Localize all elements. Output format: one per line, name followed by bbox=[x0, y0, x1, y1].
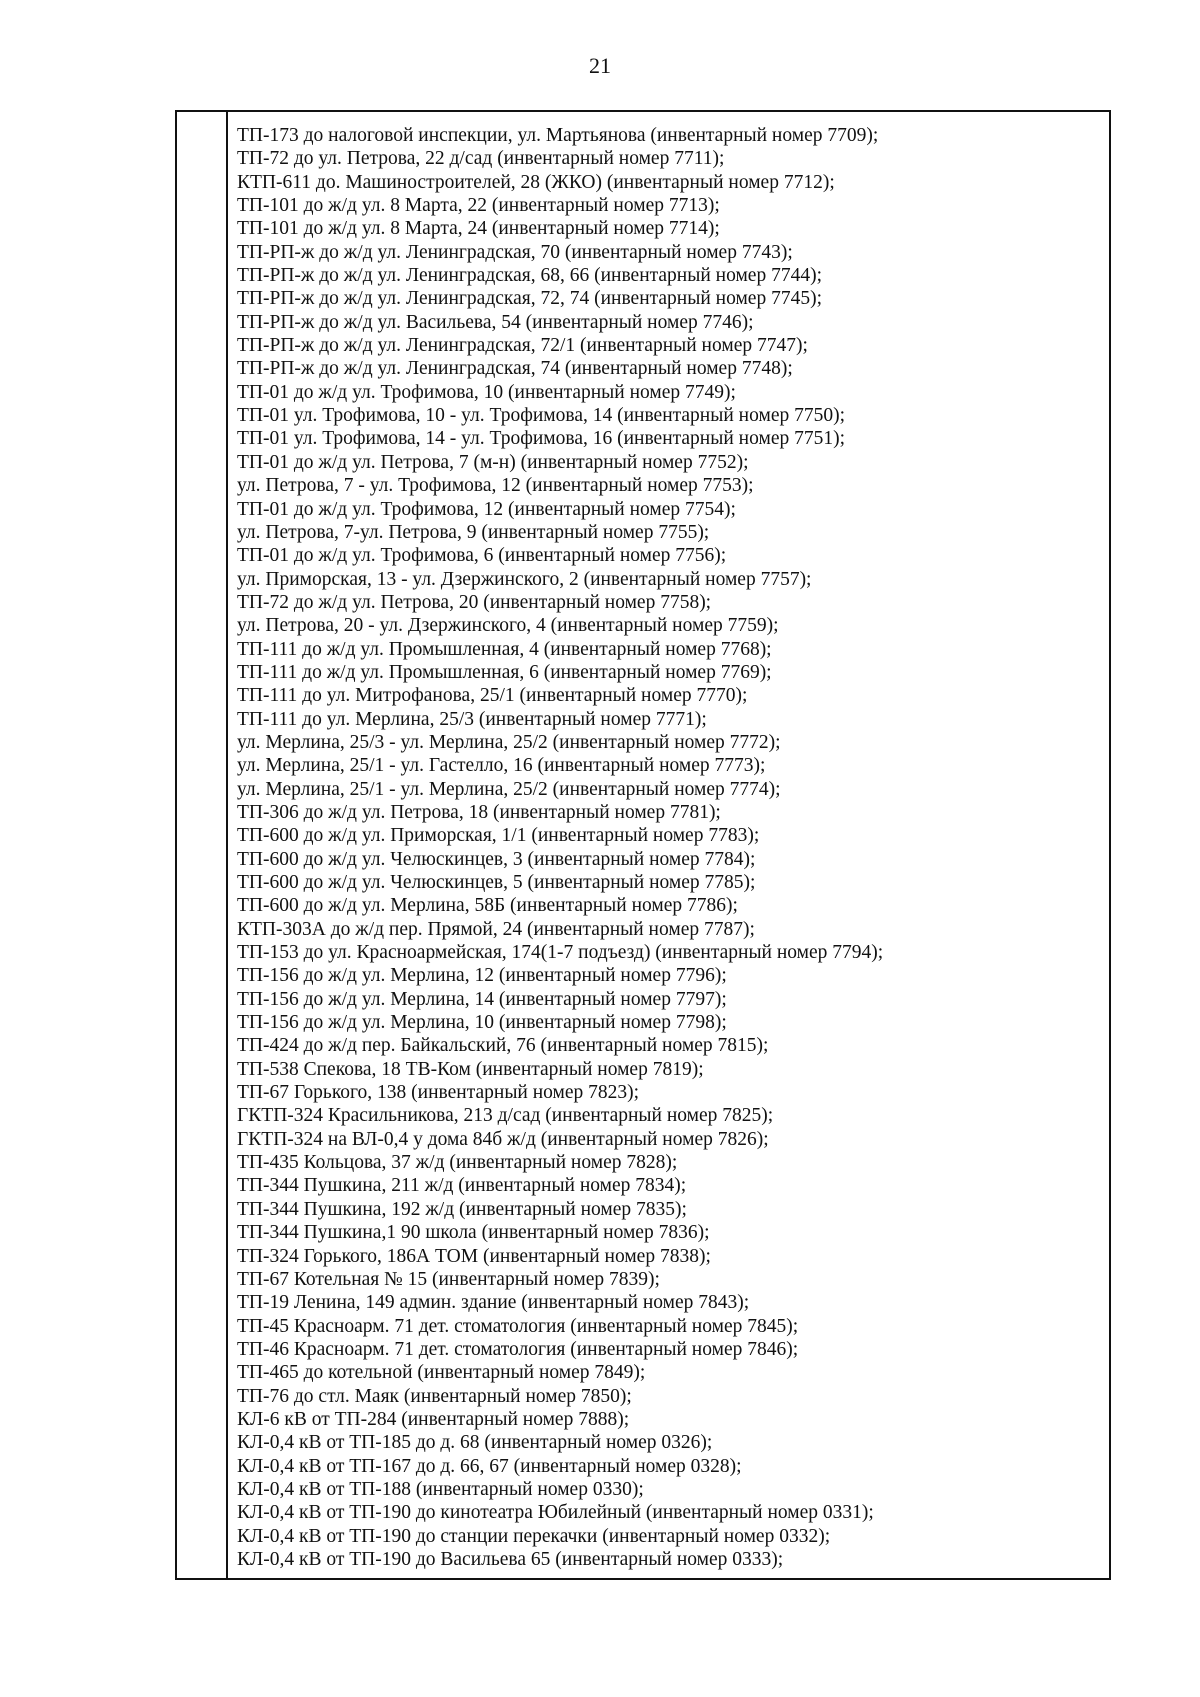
text-line: ТП-111 до ул. Мерлина, 25/3 (инвентарный номер 7771); bbox=[237, 708, 707, 730]
text-line: ТП-РП-ж до ж/д ул. Ленинградская, 70 (инвентарный номер 7743); bbox=[237, 241, 793, 263]
text-line: КЛ-0,4 кВ от ТП-188 (инвентарный номер 0330); bbox=[237, 1478, 644, 1500]
text-line: ТП-153 до ул. Красноармейская, 174(1-7 подъезд) (инвентарный номер 7794); bbox=[237, 942, 884, 964]
text-line: КЛ-0,4 кВ от ТП-190 до Васильева 65 (инвентарный номер 0333); bbox=[237, 1548, 784, 1570]
text-line: ул. Приморская, 13 - ул. Дзержинского, 2 (инвентарный номер 7757); bbox=[237, 568, 812, 590]
text-line: ГКТП-324 Красильникова, 213 д/сад (инвентарный номер 7825); bbox=[237, 1105, 774, 1127]
text-line: ТП-67 Горького, 138 (инвентарный номер 7823); bbox=[237, 1082, 640, 1104]
text-line: ТП-600 до ж/д ул. Челюскинцев, 5 (инвентарный номер 7785); bbox=[237, 872, 756, 893]
text-line: ТП-156 до ж/д ул. Мерлина, 12 (инвентарный номер 7796); bbox=[237, 965, 727, 987]
text-line: ТП-01 ул. Трофимова, 10 - ул. Трофимова, 14 (инвентарный номер 7750); bbox=[237, 405, 846, 427]
text-line: ТП-538 Спекова, 18 ТВ-Ком (инвентарный номер 7819); bbox=[237, 1058, 704, 1080]
text-line: ТП-76 до стл. Маяк (инвентарный номер 7850); bbox=[237, 1385, 632, 1407]
text-line: КЛ-0,4 кВ от ТП-190 до станции перекачки (инвентарный номер 0332); bbox=[237, 1525, 831, 1547]
text-line: ТП-01 до ж/д ул. Трофимова, 10 (инвентарный номер 7749); bbox=[237, 381, 736, 403]
text-line: ул. Мерлина, 25/1 - ул. Гастелло, 16 (инвентарный номер 7773); bbox=[237, 755, 766, 777]
text-line: ТП-45 Красноарм. 71 дет. стоматология (инвентарный номер 7845); bbox=[237, 1315, 799, 1337]
text-line: ТП-72 до ул. Петрова, 22 д/сад (инвентарный номер 7711); bbox=[237, 148, 725, 170]
text-line: ТП-156 до ж/д ул. Мерлина, 14 (инвентарный номер 7797); bbox=[237, 988, 727, 1010]
text-line: ТП-РП-ж до ж/д ул. Ленинградская, 72/1 (инвентарный номер 7747); bbox=[237, 335, 808, 357]
text-line: ТП-600 до ж/д ул. Мерлина, 58Б (инвентарный номер 7786); bbox=[237, 895, 738, 917]
text-line: ул. Петрова, 20 - ул. Дзержинского, 4 (инвентарный номер 7759); bbox=[237, 615, 779, 637]
text-line: ТП-67 Котельная № 15 (инвентарный номер 7839); bbox=[237, 1268, 660, 1290]
text-line: ТП-РП-ж до ж/д ул. Васильева, 54 (инвентарный номер 7746); bbox=[237, 311, 754, 333]
text-line: ТП-01 до ж/д ул. Трофимова, 6 (инвентарный номер 7756); bbox=[237, 545, 727, 567]
text-line: ТП-РП-ж до ж/д ул. Ленинградская, 72, 74 (инвентарный номер 7745); bbox=[237, 288, 822, 310]
text-line: ТП-72 до ж/д ул. Петрова, 20 (инвентарный номер 7758); bbox=[237, 591, 712, 613]
text-line: ул. Мерлина, 25/1 - ул. Мерлина, 25/2 (инвентарный номер 7774); bbox=[237, 778, 781, 800]
text-line: ул. Петрова, 7-ул. Петрова, 9 (инвентарный номер 7755); bbox=[237, 521, 710, 543]
column-divider bbox=[226, 112, 228, 1578]
text-line: ТП-435 Кольцова, 37 ж/д (инвентарный номер 7828); bbox=[237, 1152, 678, 1174]
text-line: КЛ-6 кВ от ТП-284 (инвентарный номер 7888); bbox=[237, 1408, 630, 1430]
text-line: ТП-46 Красноарм. 71 дет. стоматология (инвентарный номер 7846); bbox=[237, 1338, 799, 1360]
table-cell-text bbox=[237, 124, 1097, 1571]
text-line: КЛ-0,4 кВ от ТП-185 до д. 68 (инвентарный номер 0326); bbox=[237, 1432, 713, 1454]
text-line: ТП-424 до ж/д пер. Байкальский, 76 (инвентарный номер 7815); bbox=[237, 1035, 769, 1057]
text-line: КТП-611 до. Машиностроителей, 28 (ЖКО) (инвентарный номер 7712); bbox=[237, 171, 835, 193]
text-line: ТП-01 до ж/д ул. Трофимова, 12 (инвентарный номер 7754); bbox=[237, 498, 736, 520]
text-line: ТП-344 Пушкина, 192 ж/д (инвентарный номер 7835); bbox=[237, 1198, 687, 1220]
text-line: ТП-306 до ж/д ул. Петрова, 18 (инвентарный номер 7781); bbox=[237, 801, 721, 823]
text-line: ТП-19 Ленина, 149 админ. здание (инвентарный номер 7843); bbox=[237, 1292, 750, 1314]
text-line: ТП-РП-ж до ж/д ул. Ленинградская, 68, 66 (инвентарный номер 7744); bbox=[237, 265, 822, 287]
text-line: ТП-324 Горького, 186А ТОМ (инвентарный номер 7838); bbox=[237, 1245, 711, 1267]
document-table bbox=[175, 110, 1111, 1580]
text-line: ул. Мерлина, 25/3 - ул. Мерлина, 25/2 (инвентарный номер 7772); bbox=[237, 731, 781, 753]
text-line: ул. Петрова, 7 - ул. Трофимова, 12 (инвентарный номер 7753); bbox=[237, 475, 754, 497]
text-line: ТП-111 до ул. Митрофанова, 25/1 (инвентарный номер 7770); bbox=[237, 685, 748, 707]
text-line: КЛ-0,4 кВ от ТП-190 до кинотеатра Юбилейный (инвентарный номер 0331); bbox=[237, 1502, 874, 1524]
text-line: ТП-01 ул. Трофимова, 14 - ул. Трофимова, 16 (инвентарный номер 7751); bbox=[237, 428, 846, 450]
text-line: ТП-600 до ж/д ул. Приморская, 1/1 (инвентарный номер 7783); bbox=[237, 825, 760, 847]
text-line: ТП-156 до ж/д ул. Мерлина, 10 (инвентарный номер 7798); bbox=[237, 1012, 727, 1034]
text-line: ТП-101 до ж/д ул. 8 Марта, 24 (инвентарный номер 7714); bbox=[237, 218, 720, 240]
text-line: ГКТП-324 на ВЛ-0,4 у дома 84б ж/д (инвентарный номер 7826); bbox=[237, 1128, 769, 1150]
text-line: КТП-303А до ж/д пер. Прямой, 24 (инвентарный номер 7787); bbox=[237, 918, 755, 940]
text-line: ТП-111 до ж/д ул. Промышленная, 6 (инвентарный номер 7769); bbox=[237, 661, 772, 683]
text-line: ТП-01 до ж/д ул. Петрова, 7 (м-н) (инвентарный номер 7752); bbox=[237, 451, 749, 473]
text-line: КЛ-0,4 кВ от ТП-167 до д. 66, 67 (инвентарный номер 0328); bbox=[237, 1455, 742, 1477]
text-line: ТП-465 до котельной (инвентарный номер 7849); bbox=[237, 1362, 646, 1384]
text-line: ТП-111 до ж/д ул. Промышленная, 4 (инвентарный номер 7768); bbox=[237, 638, 772, 660]
text-line: ТП-600 до ж/д ул. Челюскинцев, 3 (инвентарный номер 7784); bbox=[237, 848, 756, 870]
text-line: ТП-РП-ж до ж/д ул. Ленинградская, 74 (инвентарный номер 7748); bbox=[237, 358, 793, 380]
text-line: ТП-344 Пушкина, 211 ж/д (инвентарный номер 7834); bbox=[237, 1175, 687, 1197]
text-line: ТП-173 до налоговой инспекции, ул. Мартьянова (инвентарный номер 7709); bbox=[237, 125, 879, 146]
text-line: ТП-101 до ж/д ул. 8 Марта, 22 (инвентарный номер 7713); bbox=[237, 195, 720, 217]
text-line: ТП-344 Пушкина,1 90 школа (инвентарный номер 7836); bbox=[237, 1222, 710, 1244]
page-number: 21 bbox=[589, 53, 611, 78]
